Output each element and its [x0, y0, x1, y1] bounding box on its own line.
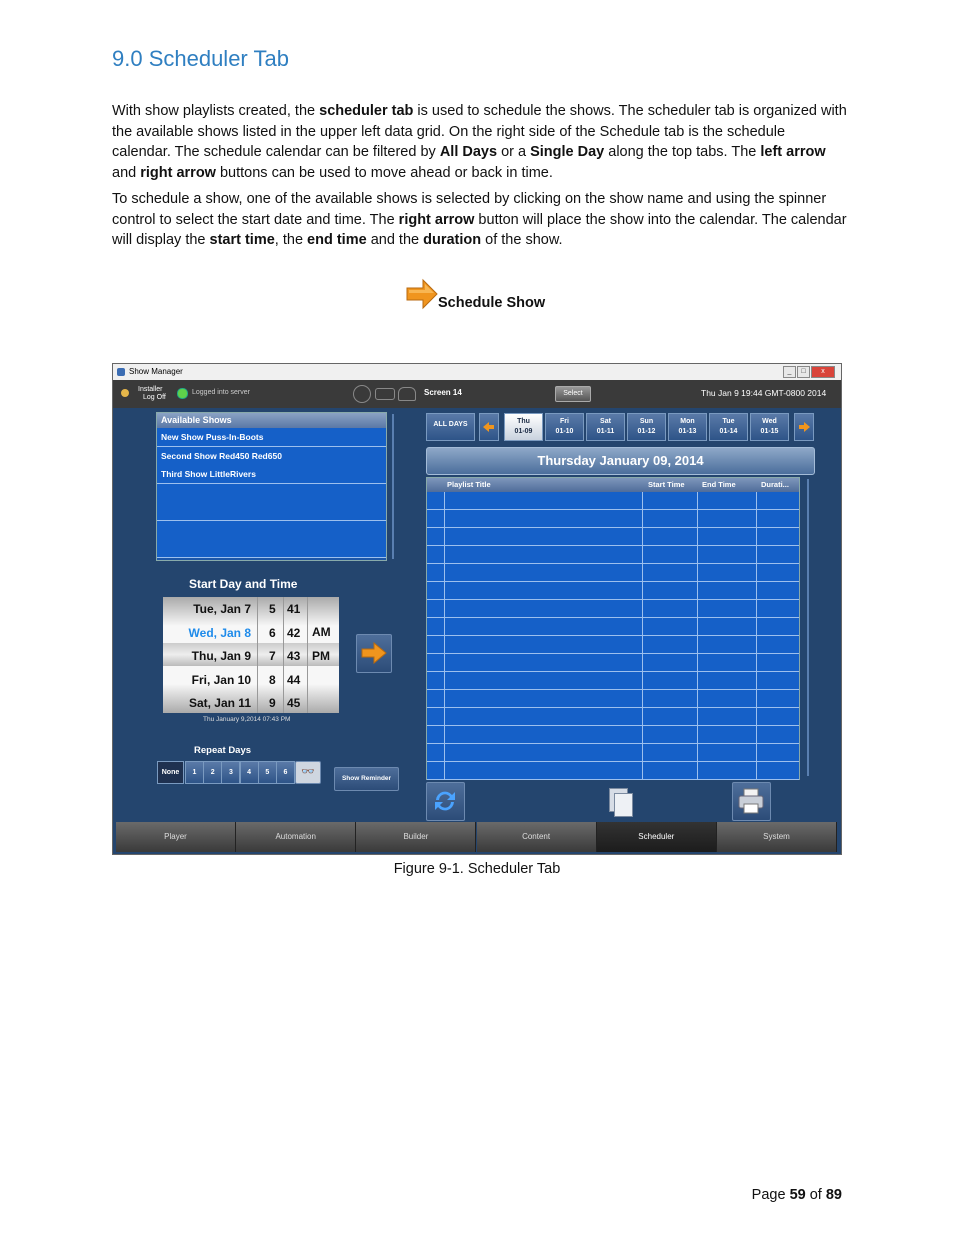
page-heading: 9.0 Scheduler Tab [112, 46, 289, 71]
show-reminder-button[interactable]: Show Reminder [334, 767, 399, 791]
right-arrow-icon [798, 422, 810, 432]
table-row[interactable] [427, 564, 799, 582]
spinner-minute: 42 [287, 625, 301, 640]
refresh-icon [431, 787, 459, 815]
col-divider [697, 492, 698, 779]
day-tab-name: Tue [722, 418, 735, 425]
top-bar [113, 380, 841, 408]
tab-content[interactable]: Content [477, 822, 597, 852]
spinner-hour: 6 [269, 625, 276, 640]
list-item[interactable] [157, 502, 386, 521]
day-tab[interactable] [750, 413, 789, 441]
selected-datetime: Thu January 9,2014 07:43 PM [203, 716, 291, 723]
start-day-title: Start Day and Time [189, 577, 298, 591]
table-row[interactable] [427, 582, 799, 600]
window-titlebar [113, 364, 841, 380]
spinner-day: Thu, Jan 9 [191, 649, 251, 663]
table-row[interactable] [427, 672, 799, 690]
schedule-scrollbar[interactable] [807, 479, 809, 776]
spinner-minute: 43 [287, 649, 301, 663]
table-row[interactable] [427, 510, 799, 528]
list-item[interactable] [157, 521, 386, 540]
glasses-icon[interactable]: 👓 [295, 761, 321, 784]
refresh-button[interactable] [426, 782, 465, 821]
add-to-schedule-button[interactable] [356, 634, 392, 673]
table-row[interactable] [427, 690, 799, 708]
available-shows-header: Available Shows [157, 413, 386, 428]
day-tab-date: 01-14 [719, 428, 738, 435]
repeat-day-button[interactable]: 4 [240, 761, 259, 784]
repeat-day-button[interactable]: 1 [185, 761, 204, 784]
spinner-ampm: AM [312, 625, 331, 639]
spinner-divider [307, 597, 308, 713]
day-tab[interactable] [709, 413, 748, 441]
tab-player[interactable]: Player [116, 822, 236, 852]
day-tab-name: Sat [600, 418, 611, 425]
callout-label: Schedule Show [438, 295, 546, 311]
col-divider [642, 492, 643, 779]
repeat-day-button[interactable]: 6 [276, 761, 295, 784]
tab-scheduler[interactable]: Scheduler [597, 822, 717, 852]
day-tab-name: Wed [762, 418, 777, 425]
copy-icon[interactable] [603, 786, 636, 819]
table-row[interactable] [427, 492, 799, 510]
status-led-icon [177, 388, 188, 399]
col-start-time[interactable]: Start Time [648, 480, 685, 489]
close-button[interactable]: x [811, 366, 835, 378]
tab-system[interactable]: System [717, 822, 837, 852]
figure-caption: Figure 9-1. Scheduler Tab [393, 861, 561, 877]
list-item[interactable] [157, 428, 386, 447]
intro-paragraph: With show playlists created, the scheduler tab is used to schedule the shows. The scheduler tab is organized with the available shows listed in the upper left data grid. On the right side of the Schedule tab is the schedule calendar. The schedule calendar can be filtered by All Days or a Single Day along the top tabs. The left arrow and right arrow buttons can be used to move ahead or back in time. [112, 103, 847, 181]
printer-icon [737, 787, 765, 815]
app-icon [117, 368, 125, 376]
repeat-days-title: Repeat Days [194, 745, 252, 756]
repeat-day-button[interactable]: 5 [258, 761, 277, 784]
scheduler-screenshot [112, 363, 842, 855]
shows-scrollbar[interactable] [392, 414, 394, 559]
day-tab-name: Mon [680, 418, 695, 425]
col-divider [444, 492, 445, 779]
table-row[interactable] [427, 546, 799, 564]
day-tab[interactable] [504, 413, 543, 441]
list-item[interactable] [157, 447, 386, 466]
spinner-hour: 5 [269, 602, 276, 616]
day-tab-name: Sun [639, 418, 654, 425]
spinner-minute: 44 [287, 672, 301, 687]
cloud-upload-icon[interactable] [398, 387, 416, 401]
minimize-button[interactable]: _ [783, 366, 796, 378]
day-tab[interactable] [586, 413, 625, 441]
schedule-grid[interactable] [426, 477, 800, 780]
spinner-day: Fri, Jan 10 [191, 672, 251, 687]
spinner-hour: 8 [269, 672, 276, 687]
next-day-button[interactable] [794, 413, 814, 441]
col-duration[interactable]: Durati... [761, 480, 789, 489]
spinner-divider [257, 597, 258, 713]
tab-builder[interactable]: Builder [356, 822, 476, 852]
show-name: Third Show LittleRivers [161, 469, 256, 479]
settings-icon[interactable] [353, 385, 371, 403]
day-tab-date: 01-10 [555, 428, 574, 435]
prev-day-button[interactable] [479, 413, 499, 441]
table-row[interactable] [427, 726, 799, 744]
datetime-spinner[interactable] [163, 597, 339, 713]
logoff-link[interactable]: Log Off [143, 394, 166, 401]
spinner-ampm: PM [312, 649, 330, 663]
table-row[interactable] [427, 708, 799, 726]
print-button[interactable] [732, 782, 771, 821]
col-divider [756, 492, 757, 779]
date-banner: Thursday January 09, 2014 [426, 447, 815, 475]
right-arrow-icon [361, 642, 387, 664]
table-row[interactable] [427, 528, 799, 546]
maximize-button[interactable]: □ [797, 366, 810, 378]
spinner-day: Wed, Jan 8 [188, 625, 251, 640]
connection-status: Logged into server [192, 389, 250, 396]
show-name: Second Show Red450 Red650 [161, 450, 282, 461]
show-name: New Show Puss-In-Boots [161, 432, 264, 442]
day-tab[interactable] [545, 413, 584, 441]
table-row[interactable] [427, 618, 799, 636]
col-playlist-title[interactable]: Playlist Title [447, 480, 491, 489]
drive-icon[interactable] [375, 388, 395, 400]
col-end-time[interactable]: End Time [702, 480, 736, 489]
user-icon [121, 389, 129, 397]
window-title: Show Manager [129, 367, 183, 376]
instructions-paragraph: To schedule a show, one of the available shows is selected by clicking on the show name and using the spinner control to select the start date and time. The right arrow button will place the show into the calendar. The calendar will display the start time, the end time and the duration of the show. [112, 191, 847, 249]
select-button[interactable]: Select [555, 386, 591, 402]
day-tab-name: Thu [517, 418, 530, 425]
spinner-divider [283, 597, 284, 713]
day-tab-name: Fri [560, 418, 569, 425]
table-row[interactable] [427, 654, 799, 672]
spinner-hour: 9 [269, 696, 276, 710]
repeat-day-button[interactable]: 2 [203, 761, 222, 784]
list-item[interactable] [157, 484, 386, 503]
table-row[interactable] [427, 600, 799, 618]
repeat-day-button[interactable]: 3 [221, 761, 240, 784]
screen-label: Screen 14 [424, 388, 462, 397]
list-item[interactable] [157, 465, 386, 484]
day-tab-date: 01-12 [637, 428, 656, 435]
table-row[interactable] [427, 744, 799, 762]
spinner-minute: 41 [287, 602, 301, 616]
left-arrow-icon [483, 422, 495, 432]
day-tab-date: 01-09 [514, 428, 533, 435]
user-name: Installer [138, 386, 163, 393]
table-row[interactable] [427, 762, 799, 780]
day-tab[interactable] [627, 413, 666, 441]
list-item[interactable] [157, 539, 386, 558]
clock-readout: Thu Jan 9 19:44 GMT-0800 2014 [701, 388, 827, 398]
spinner-hour: 7 [269, 649, 276, 663]
day-tab-date: 01-13 [678, 428, 697, 435]
all-days-tab[interactable]: ALL DAYS [426, 413, 475, 441]
table-row[interactable] [427, 636, 799, 654]
day-tab-date: 01-15 [760, 428, 779, 435]
day-tab[interactable] [668, 413, 707, 441]
tab-automation[interactable]: Automation [236, 822, 356, 852]
spinner-minute: 45 [287, 696, 301, 710]
page-number: Page 59 of 89 [751, 1187, 842, 1203]
day-tab-date: 01-11 [596, 428, 615, 435]
right-arrow-icon [405, 278, 439, 310]
available-shows-grid[interactable] [156, 412, 387, 561]
schedule-grid-header [427, 478, 799, 492]
repeat-none-button[interactable]: None [157, 761, 184, 784]
spinner-day: Sat, Jan 11 [188, 696, 251, 710]
spinner-day: Tue, Jan 7 [193, 602, 251, 616]
